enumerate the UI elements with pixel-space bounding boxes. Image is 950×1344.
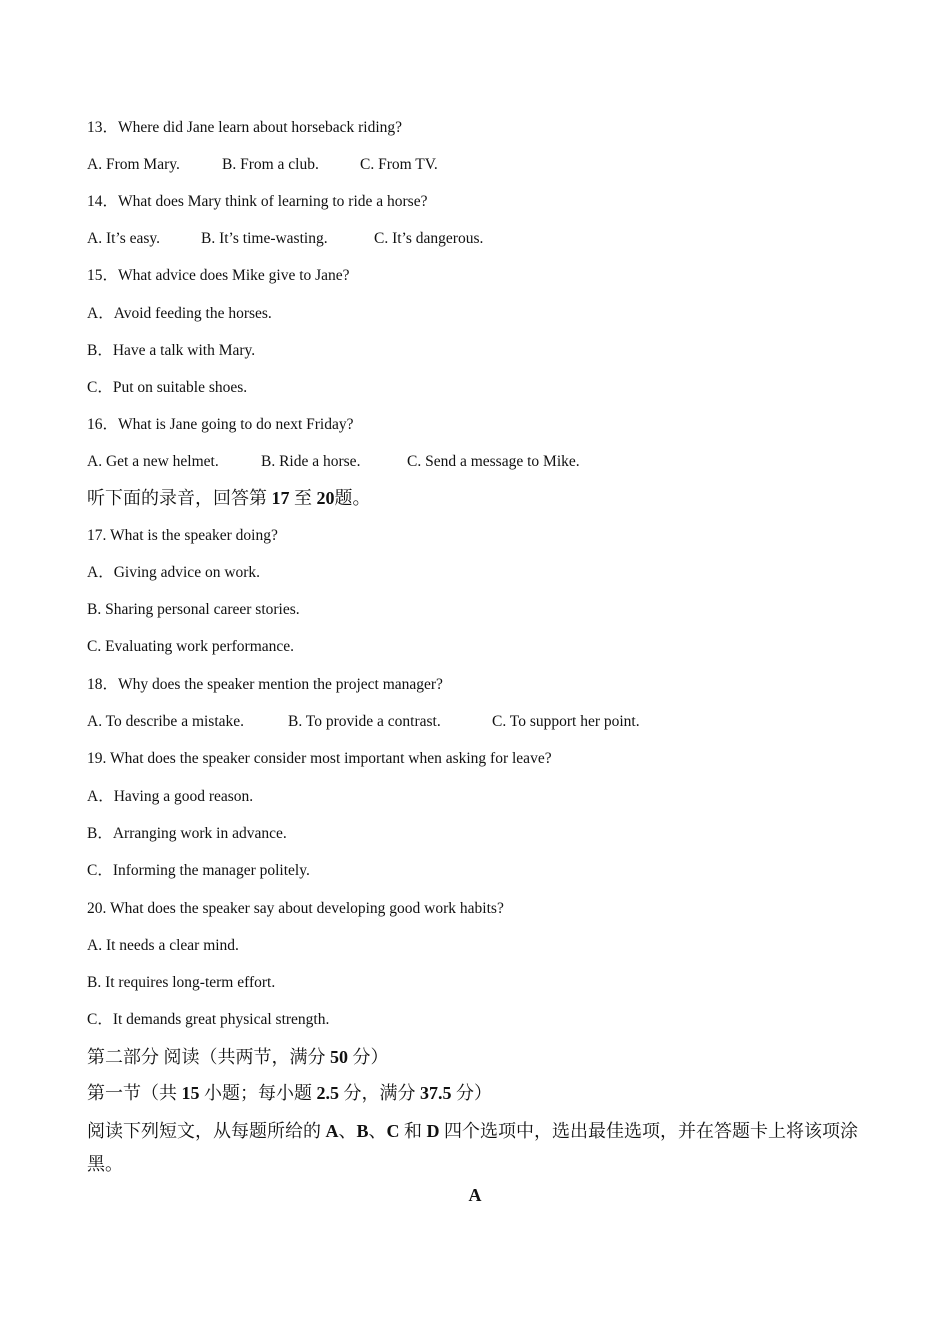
question-16: 16．What is Jane going to do next Friday?	[87, 416, 354, 433]
question-19: 19. What does the speaker consider most important when asking for leave?	[87, 750, 552, 767]
options-13	[87, 155, 438, 175]
option-a: A. It’s easy.	[87, 230, 161, 247]
question-20: 20. What does the speaker say about developing good work habits?	[87, 900, 504, 917]
option-c: C. Send a message to Mike.	[407, 453, 580, 470]
option-a: A. It needs a clear mind.	[87, 937, 239, 954]
options-18	[87, 712, 640, 732]
option-c: C. From TV.	[360, 156, 438, 173]
option-c: C．It demands great physical strength.	[87, 1011, 330, 1028]
option-c: C. Evaluating work performance.	[87, 638, 295, 655]
option-c: C. To support her point.	[492, 713, 640, 730]
option-c: C. It’s dangerous.	[374, 230, 484, 247]
option-b: B. It requires long-term effort.	[87, 974, 276, 991]
question-13: 13．Where did Jane learn about horseback riding?	[87, 119, 403, 136]
option-b: B. From a club.	[222, 156, 319, 173]
passage-label: A	[468, 1185, 482, 1205]
option-c: C．Put on suitable shoes.	[87, 379, 248, 396]
section-one-heading: 第一节（共 15 小题；每小题 2.5 分，满分 37.5 分）	[87, 1083, 492, 1103]
option-a: A．Having a good reason.	[87, 788, 254, 805]
question-15: 15．What advice does Mike give to Jane?	[87, 267, 350, 284]
option-b: B．Arranging work in advance.	[87, 825, 287, 842]
option-a: A. From Mary.	[87, 156, 180, 173]
option-a: A. To describe a mistake.	[87, 713, 245, 730]
option-b: B．Have a talk with Mary.	[87, 342, 256, 359]
options-14	[87, 229, 483, 249]
question-14: 14．What does Mary think of learning to ride a horse?	[87, 193, 428, 210]
question-17: 17. What is the speaker doing?	[87, 527, 278, 544]
option-a: A．Avoid feeding the horses.	[87, 305, 272, 322]
listening-instruction: 听下面的录音，回答第 17 至 20题。	[87, 488, 371, 508]
option-b: B. To provide a contrast.	[288, 713, 441, 730]
option-c: C．Informing the manager politely.	[87, 862, 310, 879]
option-b: B. Ride a horse.	[261, 453, 361, 470]
option-b: B. It’s time-wasting.	[201, 230, 328, 247]
option-a: A. Get a new helmet.	[87, 453, 219, 470]
reading-instruction: 阅读下列短文，从每题所给的 A、B、C 和 D 四个选项中，选出最佳选项，并在答题卡上将该项涂黑。	[87, 1121, 859, 1174]
option-a: A．Giving advice on work.	[87, 564, 261, 581]
option-b: B. Sharing personal career stories.	[87, 601, 300, 618]
question-18: 18．Why does the speaker mention the project manager?	[87, 676, 443, 693]
options-16	[87, 452, 580, 472]
part-two-heading: 第二部分 阅读（共两节，满分 50 分）	[87, 1047, 389, 1067]
